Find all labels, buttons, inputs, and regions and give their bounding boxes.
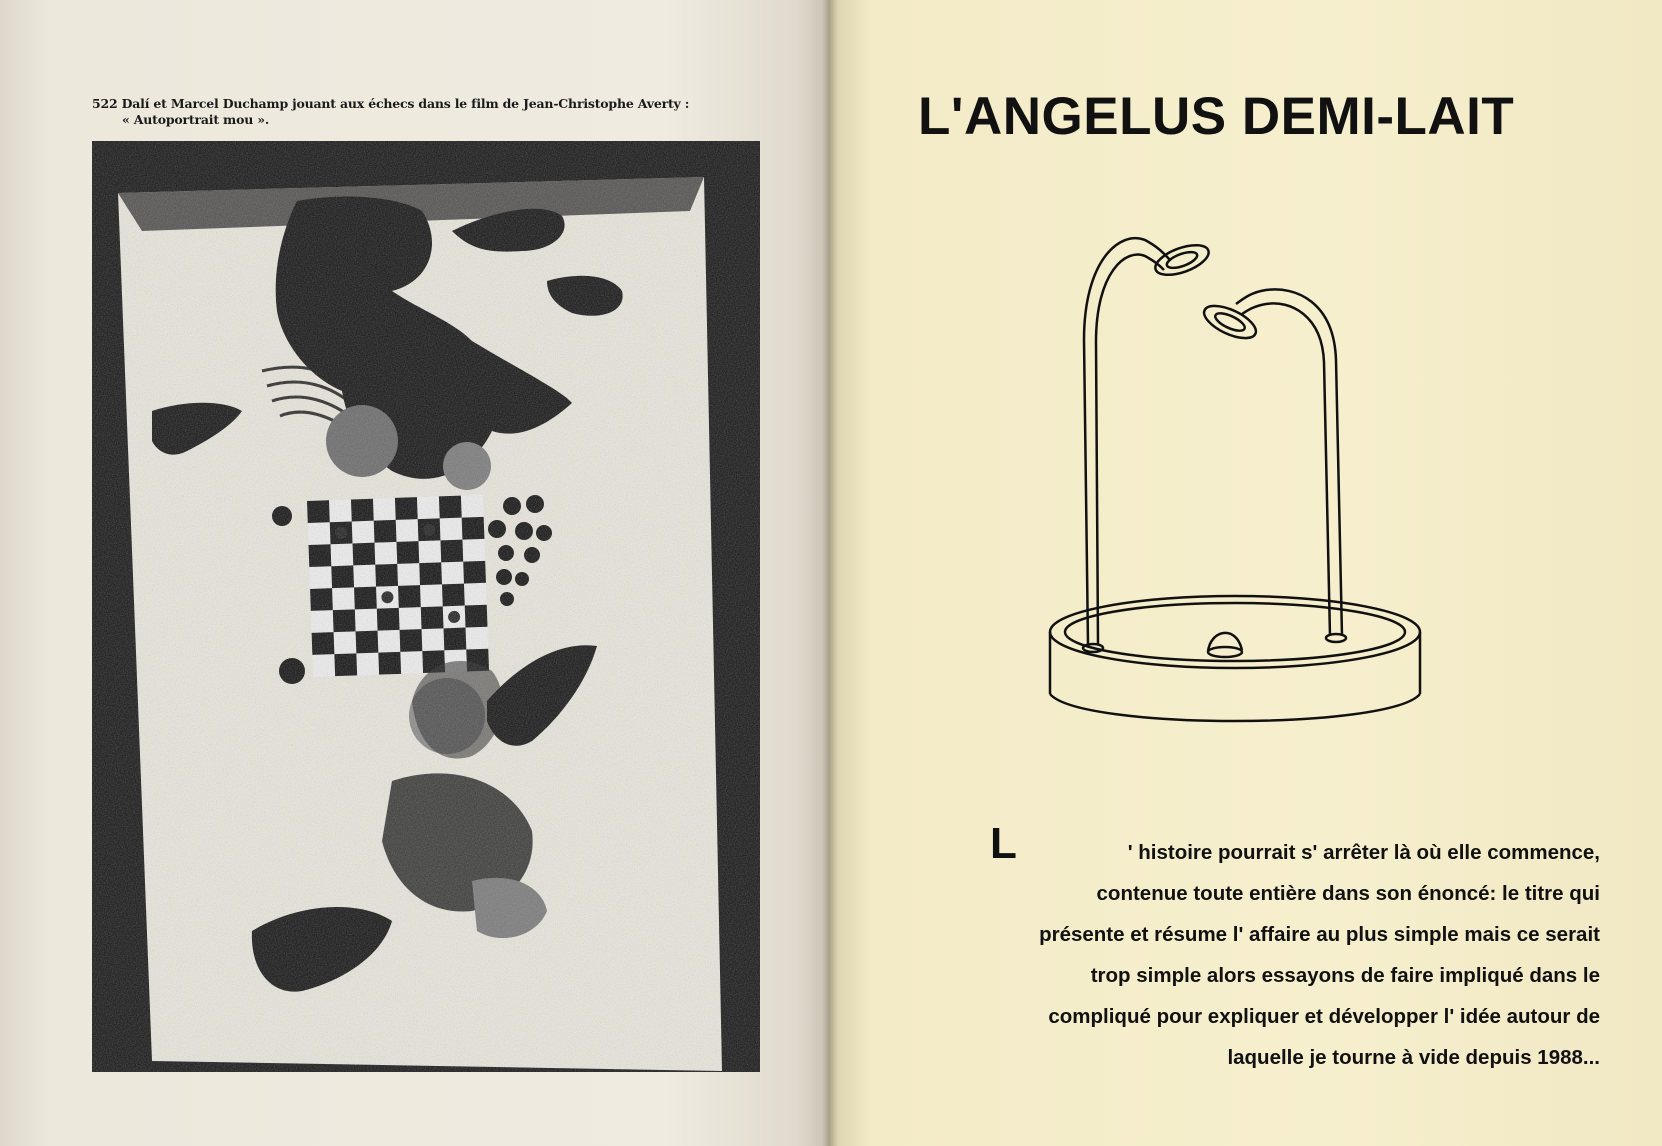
page-title: L'ANGELUS DEMI-LAIT bbox=[918, 87, 1515, 146]
left-page bbox=[0, 0, 830, 1146]
body-paragraph bbox=[900, 832, 1600, 1078]
body-line-2: contenue toute entière dans son énoncé: le titre qui bbox=[1096, 882, 1600, 905]
caption-line-2: « Autoportrait mou ». bbox=[122, 112, 270, 127]
body-line-6: laquelle je tourne à vide depuis 1988... bbox=[1227, 1046, 1600, 1069]
book-gutter bbox=[822, 0, 838, 1146]
drop-cap: L bbox=[990, 819, 1017, 868]
fountain-drawing bbox=[980, 220, 1540, 760]
photo-caption bbox=[92, 96, 752, 128]
body-line-3: présente et résume l' affaire au plus simple mais ce serait bbox=[1039, 923, 1600, 946]
body-line-4: trop simple alors essayons de faire impliqué dans le bbox=[1090, 964, 1600, 987]
body-line-5: compliqué pour expliquer et développer l' idée autour de bbox=[1048, 1005, 1600, 1028]
chess-photo bbox=[92, 141, 760, 1072]
caption-line-1: 522 Dalí et Marcel Duchamp jouant aux échecs dans le film de Jean-Christophe Averty : bbox=[92, 96, 690, 111]
body-line-1: ' histoire pourrait s' arrêter là où elle commence, bbox=[1127, 841, 1600, 864]
